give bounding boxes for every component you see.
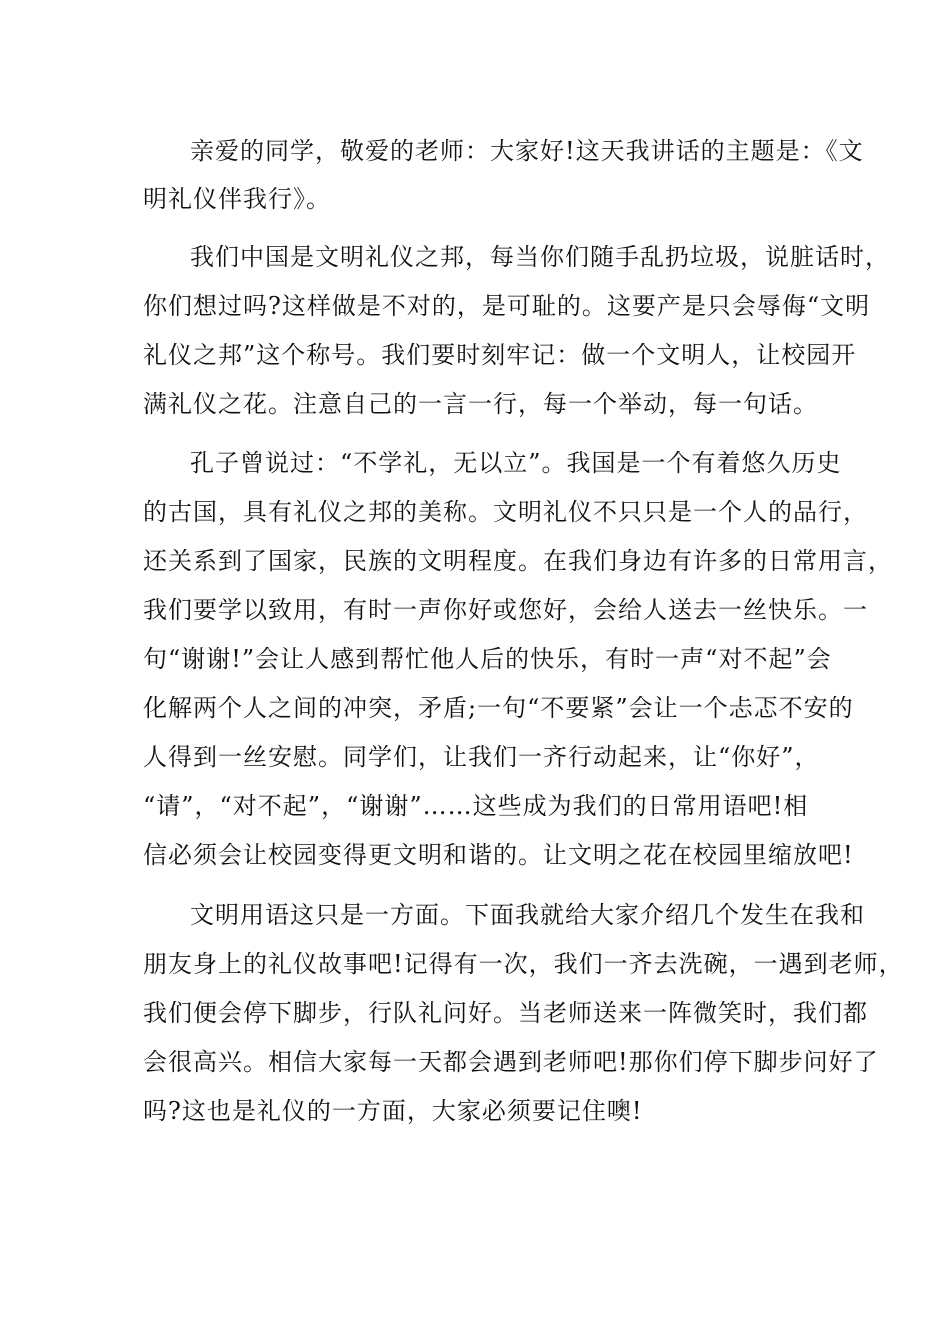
paragraph-line: 我们便会停下脚步，行队礼问好。当老师送来一阵微笑时，我们都 [143, 999, 868, 1027]
paragraph-line: 明礼仪伴我行》。 [143, 185, 331, 213]
paragraph-line: 我们要学以致用，有时一声你好或您好，会给人送去一丝快乐。一 [143, 596, 868, 624]
paragraph-line: “请”，“对不起”，“谢谢”……这些成为我们的日常用语吧!相 [143, 792, 809, 820]
paragraph-line: 信必须会让校园变得更文明和谐的。让文明之花在校园里缩放吧! [143, 841, 854, 869]
paragraph-line: 满礼仪之花。注意自己的一言一行，每一个举动，每一句话。 [143, 390, 818, 418]
paragraph-line: 会很高兴。相信大家每一天都会遇到老师吧!那你们停下脚步问好了 [143, 1048, 879, 1076]
paragraph-line: 朋友身上的礼仪故事吧!记得有一次，我们一齐去洗碗，一遇到老师， [143, 950, 904, 978]
paragraph-line: 你们想过吗?这样做是不对的，是可耻的。这要产是只会辱侮“文明 [143, 292, 871, 320]
paragraph-line: 我们中国是文明礼仪之邦，每当你们随手乱扔垃圾，说脏话时， [190, 243, 890, 271]
paragraph-line: 吗?这也是礼仪的一方面，大家必须要记住噢! [143, 1097, 643, 1125]
paragraph-line: 还关系到了国家，民族的文明程度。在我们身边有许多的日常用言， [143, 547, 893, 575]
paragraph-line: 礼仪之邦”这个称号。我们要时刻牢记：做一个文明人，让校园开 [143, 341, 857, 369]
paragraph-line: 亲爱的同学，敬爱的老师：大家好!这天我讲话的主题是：《文 [190, 137, 864, 165]
paragraph-line: 句“谢谢!”会让人感到帮忙他人后的快乐，有时一声“对不起”会 [143, 645, 832, 673]
paragraph-line: 孔子曾说过：“不学礼，无以立”。我国是一个有着悠久历史 [190, 449, 842, 477]
paragraph-line: 化解两个人之间的冲突，矛盾;一句“不要紧”会让一个忐忑不安的 [143, 694, 854, 722]
paragraph-line: 文明用语这只是一方面。下面我就给大家介绍几个发生在我和 [190, 901, 865, 929]
paragraph-line: 的古国，具有礼仪之邦的美称。文明礼仪不只只是一个人的品行， [143, 498, 868, 526]
paragraph-line: 人得到一丝安慰。同学们，让我们一齐行动起来，让“你好”， [143, 743, 820, 771]
